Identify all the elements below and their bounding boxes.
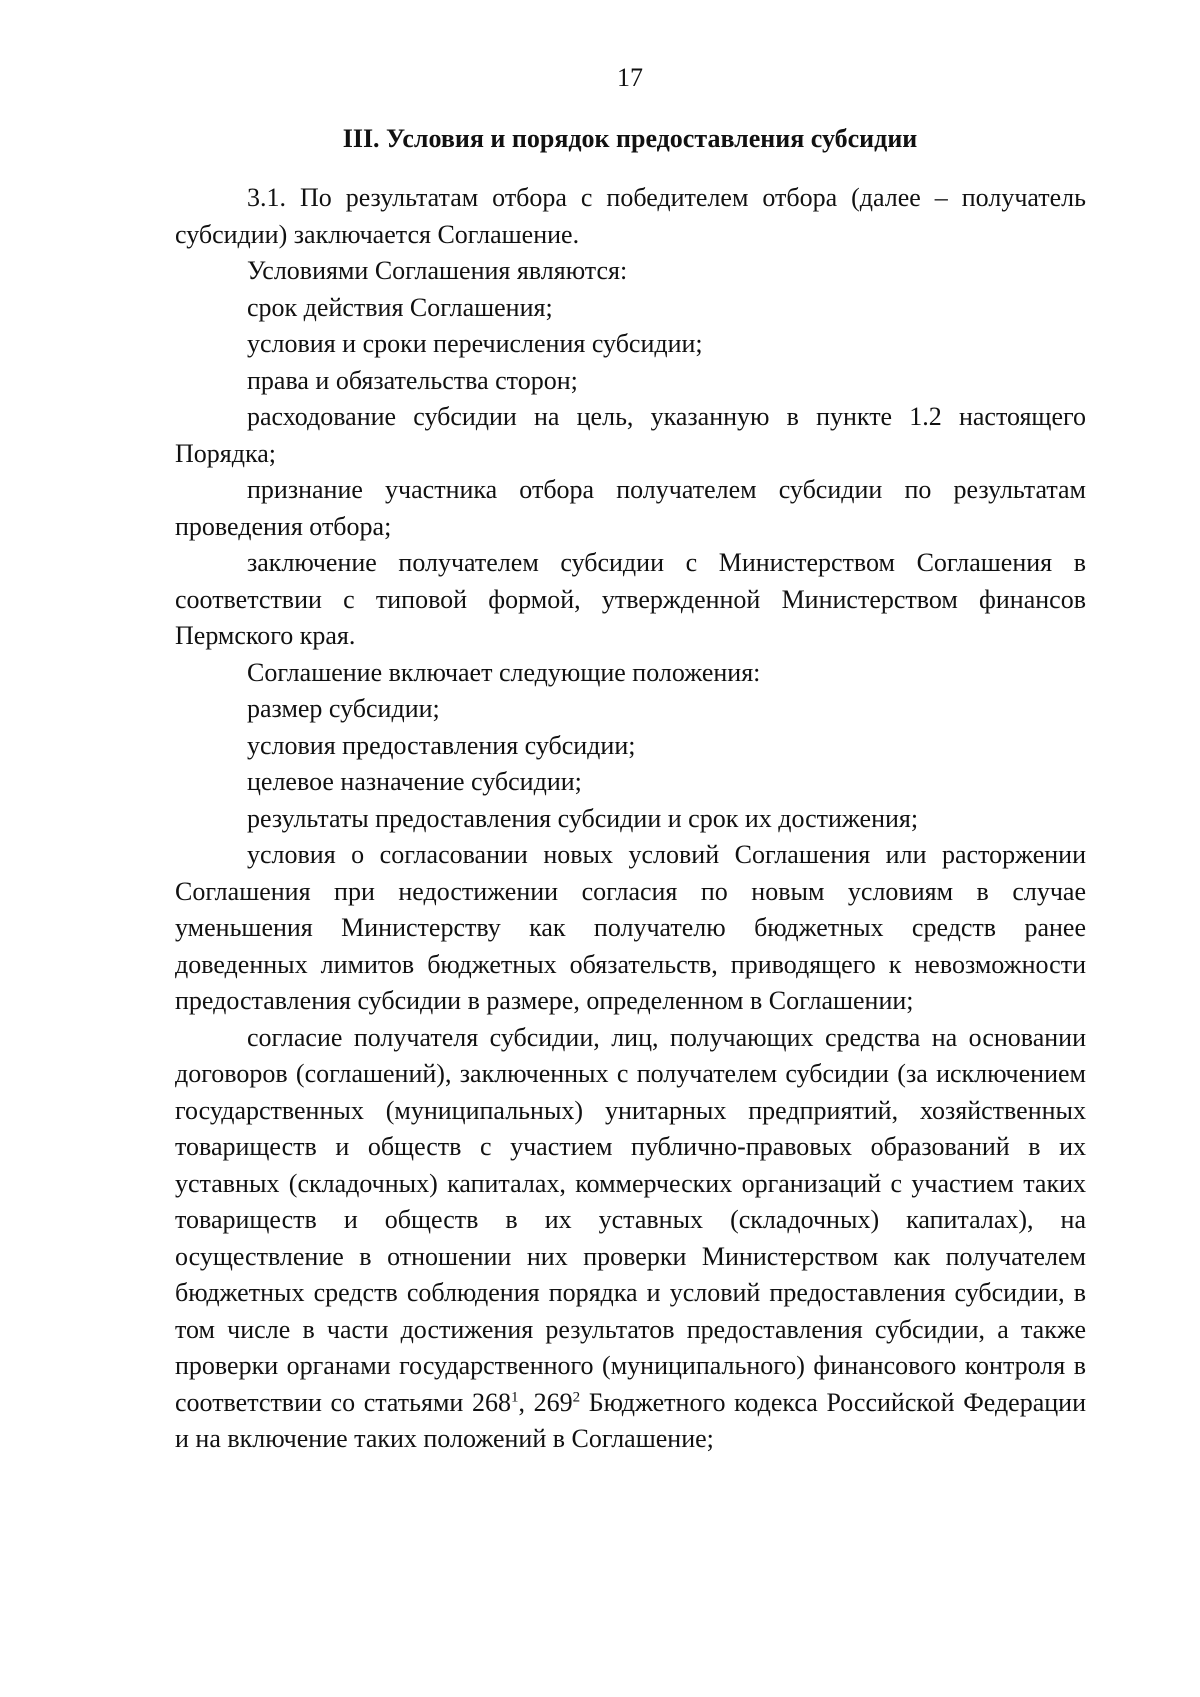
consent-text-after: Бюджетного кодекса Российской Федерации и на включение таких положений в Соглашение; — [175, 1387, 1086, 1453]
document-body — [175, 180, 1086, 1458]
consent-text-before: согласие получателя субсидии, лиц, получающих средства на основании договоров (соглашений), заключенных с получателем субсидии (за исключением государственных (муниципальных) унитарных предприятий, хозяйственных товариществ и обществ с участием публично-правовых образований в их уставных (складочных) капиталах, коммерческих организаций с участием таких товариществ и обществ в их уставных (складочных) капиталах), на осуществление в отношении них проверки Министерством как получателем бюджетных средств соблюдения порядка и условий предоставления субсидии, в том числе в части достижения результатов предоставления субсидии, а также проверки органами государственного (муниципального) финансового контроля в соответствии со статьями — [175, 1022, 1086, 1417]
list-item-recipient-recognition: признание участника отбора получателем субсидии по результатам проведения отбора; — [175, 475, 1086, 541]
article-269-superscript: 2 — [572, 1388, 581, 1405]
paragraph-agreement-provisions-intro: Соглашение включает следующие положения: — [247, 657, 761, 687]
list-item-agreement-term: срок действия Соглашения; — [247, 292, 553, 322]
list-item-recipient-consent — [175, 1020, 1086, 1458]
paragraph-agreement-conditions-intro: Условиями Соглашения являются: — [247, 256, 628, 285]
list-item-results: результаты предоставления субсидии и срок их достижения; — [247, 803, 919, 833]
list-item-rights-obligations: права и обязательства сторон; — [247, 365, 578, 395]
list-item-subsidy-spending: расходование субсидии на цель, указанную в пункте 1.2 настоящего Порядка; — [175, 402, 1086, 468]
article-separator: , — [518, 1387, 534, 1417]
article-268: 268 — [471, 1387, 511, 1417]
list-item-new-conditions: условия о согласовании новых условий Соглашения или расторжении Соглашения при недостижении согласия по новым условиям в случае уменьшения Министерству как получателю бюджетных средств ранее доведенных лимитов бюджетных обязательств, приводящего к невозможности предоставления субсидии в размере, определенном в Соглашении; — [175, 840, 1086, 1015]
list-item-provision-conditions: условия предоставления субсидии; — [247, 730, 636, 760]
page-number: 17 — [617, 63, 643, 92]
list-item-transfer-conditions: условия и сроки перечисления субсидии; — [247, 329, 703, 358]
article-268-superscript: 1 — [510, 1388, 519, 1405]
list-item-subsidy-amount: размер субсидии; — [247, 694, 440, 723]
paragraph-3-1: 3.1. По результатам отбора с победителем отбора (далее – получатель субсидии) заключается Соглашение. — [175, 183, 1086, 249]
section-heading: III. Условия и порядок предоставления субсидии — [342, 124, 918, 153]
list-item-purpose: целевое назначение субсидии; — [247, 767, 582, 796]
article-269: 269 — [533, 1387, 573, 1417]
list-item-agreement-conclusion: заключение получателем субсидии с Министерством Соглашения в соответствии с типовой формой, утвержденной Министерством финансов Пермского края. — [175, 548, 1086, 650]
